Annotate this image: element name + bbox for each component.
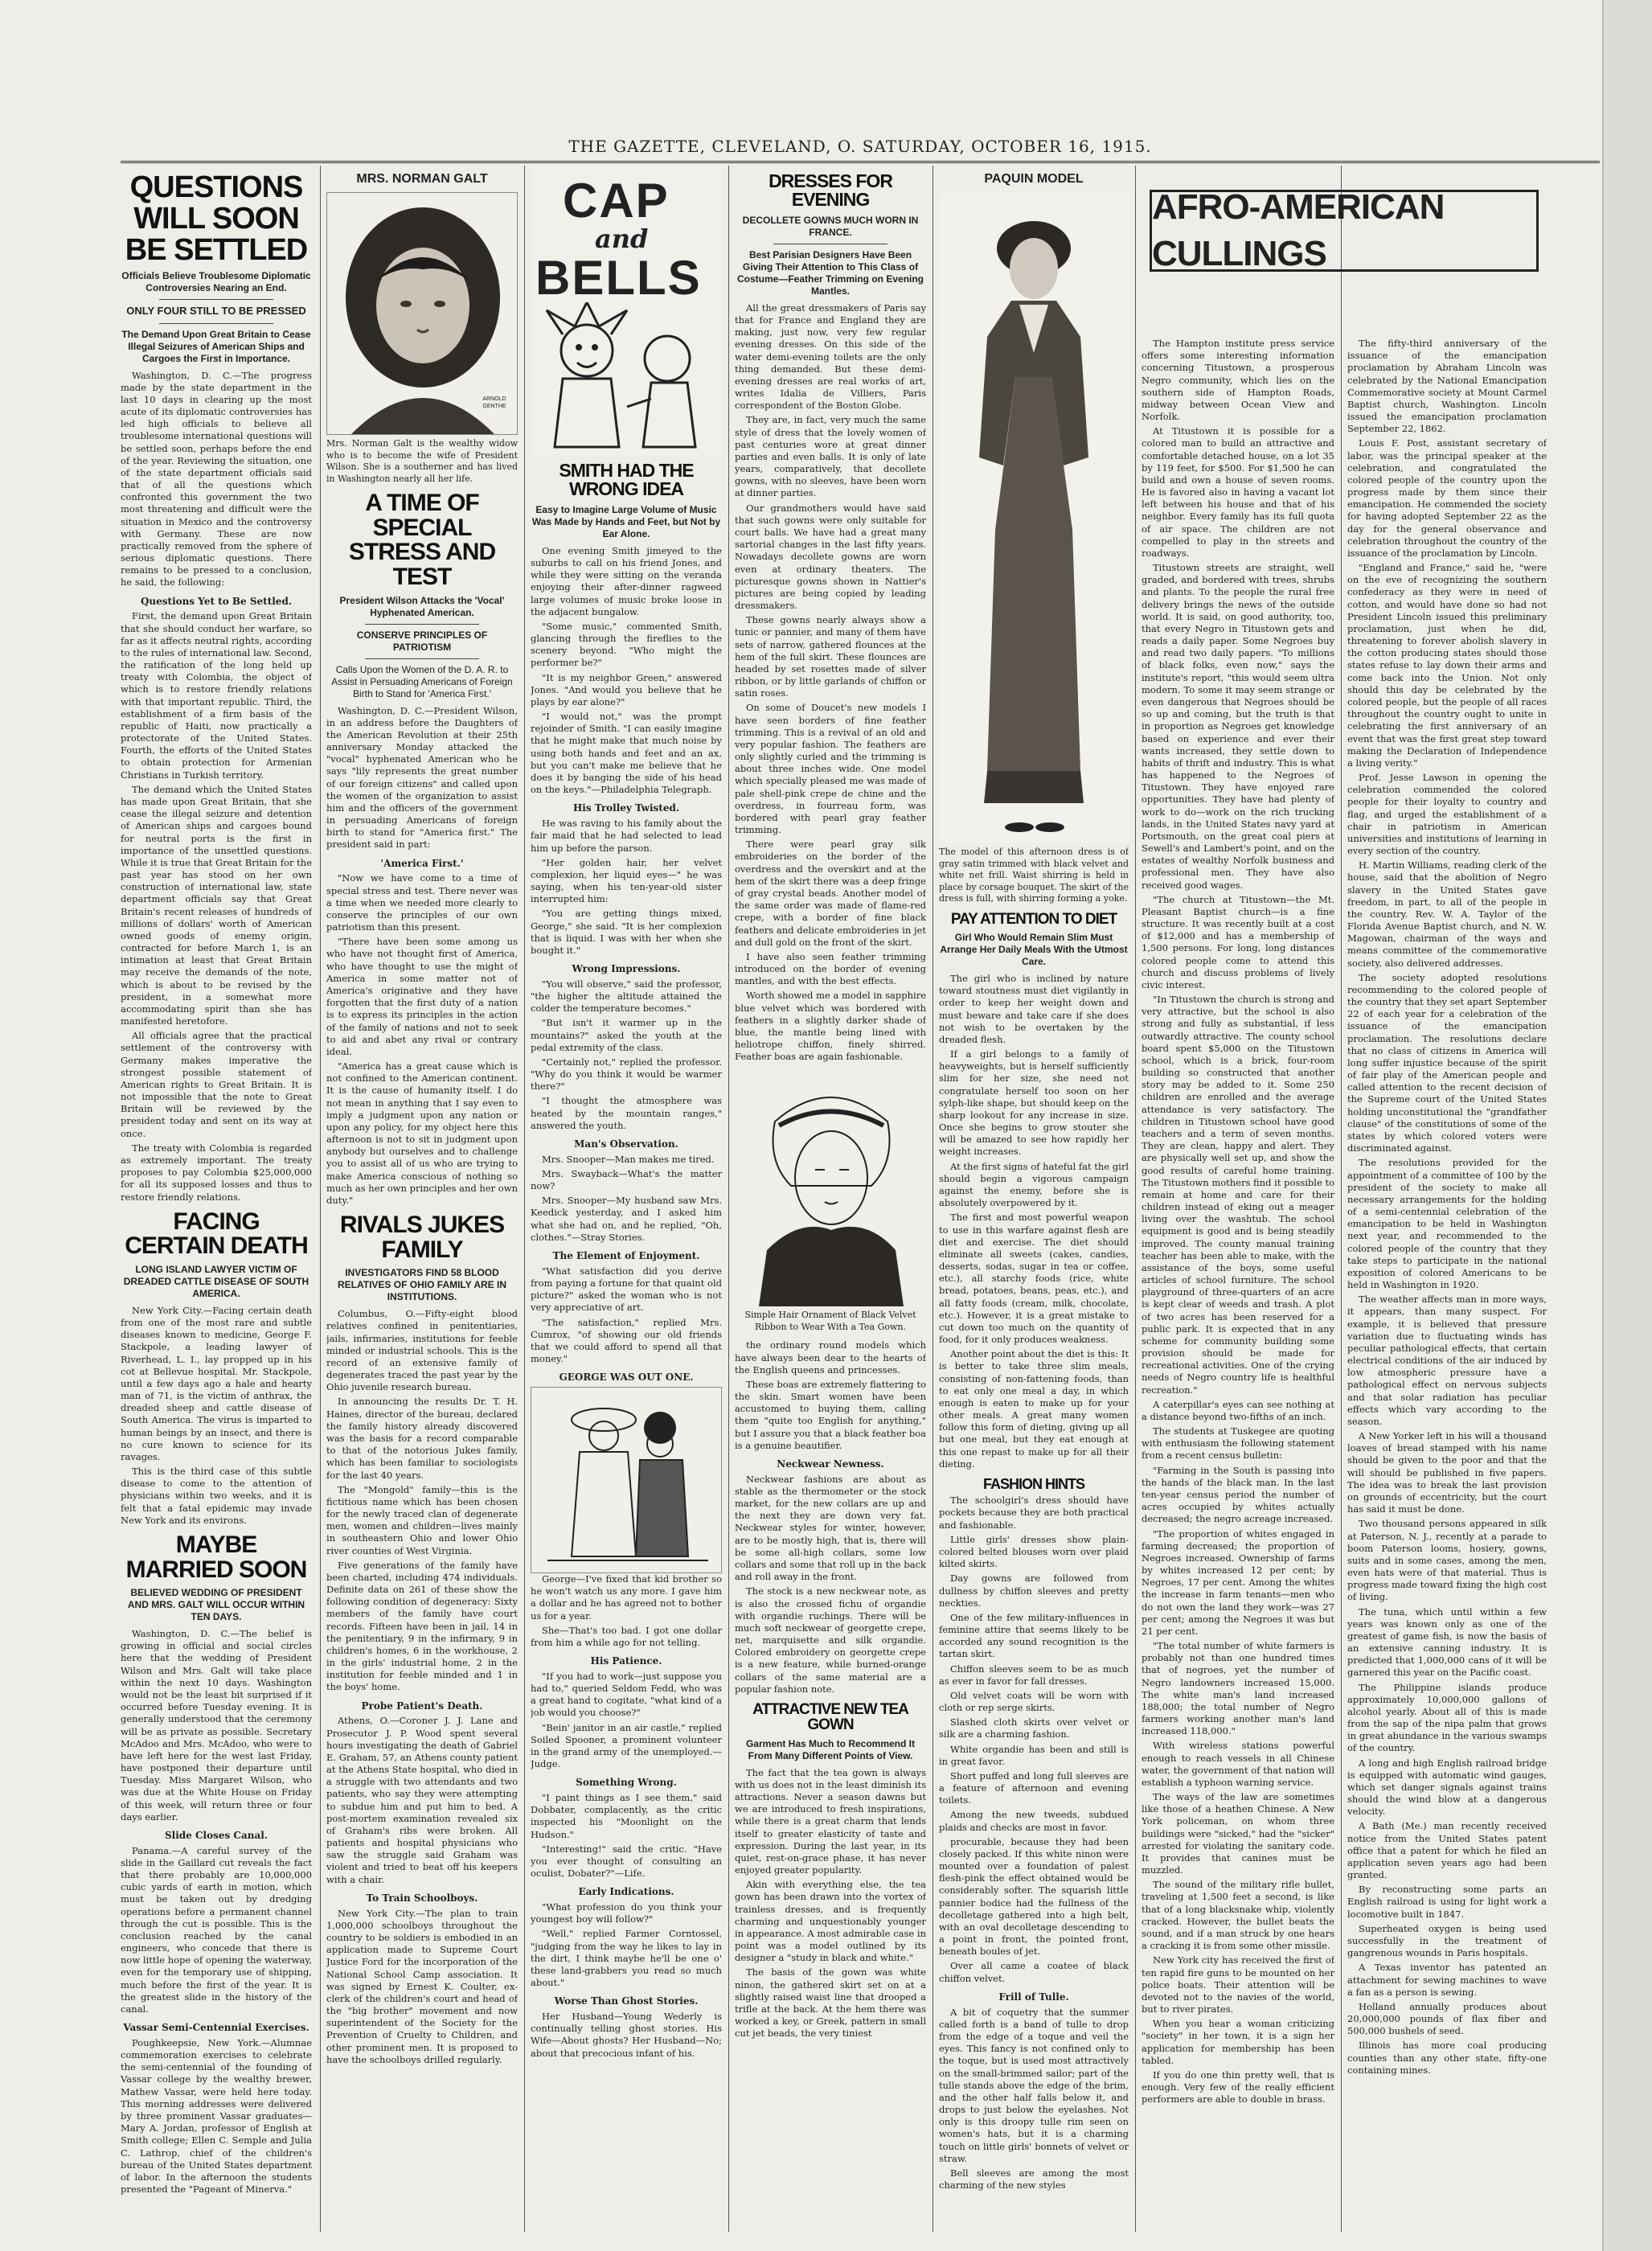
article-paragraph: Mrs. Snooper—My husband saw Mrs. Keedick yesterday, and I asked him what she had on, and he replied, "Oh, clothes."—Stray Stories. — [531, 1195, 722, 1243]
column-7 — [1347, 338, 1547, 2232]
article-paragraph: The schoolgirl's dress should have pockets because they are both practical and fashionable. — [939, 1495, 1129, 1531]
column-1 — [121, 166, 312, 2232]
article-paragraph: New York city has received the first of ten rapid fire guns to be mounted on her police boats. Their attention will be devoted not to the navies of the world, but to river pirates. — [1142, 1954, 1334, 2015]
article-paragraph: The stock is a new neckwear note, as is also the crossed fichu of organdie with organdie ruchings. There will be much soft neckwear of georgette crepe, net, marquisette and silk organdie. Colored embroidery on georgette crepe is a new feature, while burned-orange collars of the same material are a popular fashion note. — [735, 1585, 926, 1695]
article-paragraph: A Texas inventor has patented an attachment for sewing machines to wave a fan as a person is sewing. — [1347, 1962, 1547, 1998]
article-paragraph: The "Mongold" family—this is the fictitious name which has been chosen for the newly traced clan of degenerate men, women and children—lives mainly in southeastern Ohio and lower Ohio river counties of West Virginia. — [326, 1483, 518, 1556]
article-paragraph: Short puffed and long full sleeves are a feature of afternoon and evening toilets. — [939, 1769, 1129, 1806]
article-paragraph: Old velvet coats will be worn with cloth or rep serge skirts. — [939, 1689, 1129, 1714]
article-paragraph: Mrs. Swayback—What's the matter now? — [531, 1167, 722, 1192]
article-paragraph: Washington, D. C.—The progress made by the state department in the last 10 days in clearing up the most acute of its diplomatic controversies has led high officials to believe all troublesome international questions will be settled soon, perhaps before the end of the year. Reviewing the situation, one of the state department officials said that of all the questions which confronted this government the two most threatening and difficult were the situation in Mexico and the controversy with Germany. These are now practically removed from the sphere of serious diplomatic questions. There remains to be pressed to a conclusion, he said, the following: — [121, 369, 312, 588]
subhead: His Patience. — [590, 1655, 662, 1667]
deck: Easy to Imagine Large Volume of Music Was Made by Hands and Feet, but Not by Ear Alone. — [531, 503, 721, 539]
article-paragraph: These gowns nearly always show a tunic or pannier, and many of them have sets of narrow, gathered flounces at the hem of the full skirt. These flounces are headed by set rosettes made of silver ribbon, or by little garlands of chiffon or satin roses. — [735, 614, 926, 699]
article-paragraph: By reconstructing some parts an English railroad is using for light work a locomotive built in 1847. — [1347, 1884, 1547, 1920]
subhead: Man's Observation. — [574, 1138, 678, 1150]
subhead: His Trolley Twisted. — [572, 802, 680, 814]
article-paragraph: The weather affects man in more ways, it appears, than many suspect. For example, it is believed that pressure variation due to fluctuating winds has peculiar pathological effects, that certain electrical conditions of the air induced by low atmospheric pressure have a pathological effect on nervous subjects and that solar radiation has peculiar effects which vary according to the season. — [1347, 1294, 1547, 1427]
column-rule — [1341, 166, 1342, 2232]
banner-word: and — [595, 223, 649, 254]
deck-rule — [159, 323, 274, 324]
article-paragraph: "Interesting!" said the critic. "Have you ever thought of consulting an oculist, Dobater?"—Life. — [531, 1843, 722, 1880]
article-paragraph: First, the demand upon Great Britain that she should conduct her warfare, so far as it affects neutral rights, according to the rules of international law. Second, the ratification of the long held up treaty with Colombia, the object of which is to restore friendly relations with that important republic. Third, the establishment of a firm basis of the republic of Haiti, now practically a protectorate of the United States. Fourth, the efforts of the United States to obtain protection for Armenian Christians in Turkish territory. — [121, 610, 312, 781]
article-paragraph: The resolutions provided for the appointment of a committee of 100 by the president of the society to make all necessary arrangements for the holding of a semi-centennial celebration of the emancipation to be held in Washington next year, and recommended to the colored people of the country that they take steps to participate in the national exposition of colored Americans to be held in Washington in 1920. — [1347, 1157, 1547, 1291]
masthead: THE GAZETTE, CLEVELAND, O. SATURDAY, OCTOBER 16, 1915. — [568, 137, 1152, 156]
deck-rule — [365, 624, 480, 625]
column-6 — [1142, 338, 1334, 2232]
article-paragraph: The society adopted resolutions recommending to the colored people of the country that they set apart September 22 of each year for a celebration of the issuance of the emancipation proclamation. The resolutions declare that no class of citizens in America will long suffer injustice because of the spirit of fair play of the American people and called attention to the recent decision of the Supreme court of the United States holding unconstitutional the "grandfather clause" of the constitutions of some of the states by which colored voters were discriminated against. — [1347, 971, 1547, 1154]
article-paragraph: The fifty-third anniversary of the issuance of the emancipation proclamation by Abraham Lincoln was celebrated by the National Emancipation Commemorative society at Mount Carmel Baptist church, Washington. Lincoln issued the emancipation proclamation September 22, 1862. — [1347, 338, 1547, 435]
headline-smith: SMITH HAD THE WRONG IDEA — [559, 460, 694, 500]
article-paragraph: A caterpillar's eyes can see nothing at a distance beyond two-fifths of an inch. — [1142, 1398, 1334, 1422]
article-paragraph: The demand which the United States has made upon Great Britain, that she cease the illegal seizure and detention of American ships and cargoes bound for neutral ports is the first in importance of the unsettled questions. While it is true that Great Britain for the past year has stood on her own construction of international law, state department officials say that Great Britain's recent releases of hundreds of millions of dollars' worth of American owned goods of enemy origin, contracted for before March 1, is an intimation at least that Great Britain may receive the demands of the note, which is about to be revised by the president, in a somewhat more accommodating spirit than she has manifested heretofore. — [121, 783, 312, 1027]
article-paragraph: The girl who is inclined by nature toward stoutness must diet vigilantly in order to keep her weight down and must beware and take care if she does not wish to be overtaken by the dreaded flesh. — [939, 973, 1129, 1045]
article-paragraph: "Farming in the South is passing into the hands of the black man. In the last ten-year census period the number of acres occupied by whites actually decreased; the negro acreage increased. — [1142, 1464, 1334, 1525]
hair-ornament-illustration — [735, 1065, 926, 1306]
deck: DECOLLETE GOWNS MUCH WORN IN FRANCE. — [742, 214, 919, 238]
subhead: Vassar Semi-Centennial Exercises. — [123, 2022, 309, 2034]
article-paragraph: Worth showed me a model in sapphire blue velvet which was bordered with feathers in a slightly darker shade of blue, the mantle being lined with heliotrope chiffon, finely shirred. Feather boas are again fashionable. — [735, 990, 926, 1063]
article-paragraph: The sound of the military rifle bullet, traveling at 1,500 feet a second, is like that of a long blacksnake whip, violently cracked. However, the bullet beats the sound, and if a man struck by one hears a cracking it is from some other missile. — [1142, 1879, 1334, 1952]
deck-rule — [159, 299, 274, 300]
article-paragraph: "America has a great cause which is not confined to the American continent. It is the cause of humanity itself. I do not mean in anything that I say even to imply a judgment upon any nation or upon any policy, for my object here this afternoon is not to sit in judgment upon anybody but ourselves and to challenge you to assist all of us who are trying to make America conscious of nothing so much as her own principles and her own duty." — [326, 1060, 518, 1206]
article-paragraph: I have also seen feather trimming introduced on the border of evening mantles, and with the best effects. — [735, 950, 926, 987]
subhead: To Train Schoolboys. — [366, 1892, 478, 1904]
scan-margin — [1602, 0, 1652, 2251]
subhead: Probe Patient's Death. — [361, 1700, 483, 1712]
subhead: Wrong Impressions. — [572, 963, 681, 975]
article-paragraph: The basis of the gown was white ninon, the gathered skirt set on at a slightly raised waist line that drooped a trifle at the back. At the hem there was worked a key, or Greek, pattern in small cut jet beads, the very tiniest — [735, 1966, 926, 2040]
masthead-rule — [121, 161, 1600, 163]
article-paragraph: The ways of the law are sometimes like those of a heathen Chinese. A New York policeman, on whom three buildings were "sicked," had the "sicker" arrested for violating the sanitary code. It provides that canines must be muzzled. — [1142, 1791, 1334, 1876]
cartoon-illustration — [531, 1387, 722, 1573]
headline-questions: QUESTIONS WILL SOON BE SETTLED — [125, 170, 308, 267]
article-paragraph: Superheated oxygen is being used successfully in the treatment of gangrenous wounds in Paris hospitals. — [1347, 1922, 1547, 1959]
article-paragraph: "England and France," said he, "were on the eve of recognizing the southern confederacy as they were in need of cotton, and would have done so had not President Lincoln issued this preliminary proclamation, just when he did, threatening to forever abolish slavery in the cotton producing states should those states refuse to lay down their arms and come back into the Union. Not only should this day be celebrated by the colored people, but the people of all races throughout the country ought to unite in celebrating the first anniversary of an event that was the first great step toward making the Declaration of Independence a living verity." — [1347, 562, 1547, 769]
article-paragraph: "You are getting things mixed, George," she said. "It is her complexion that is liquid. I was with her when she bought it." — [531, 908, 722, 956]
illustration-caption: Simple Hair Ornament of Black Velvet Ribbon to Wear With a Tea Gown. — [744, 1310, 916, 1332]
article-paragraph: New York City.—The plan to train 1,000,000 schoolboys throughout the country to be soldiers is embodied in an application made to Supreme Court Justice Ford for the incorporation of the National School Camp association. It was signed by Ernest K. Coulter, ex-clerk of the children's court and head of the "big brother" movement and now superintendent of the Society for the Prevention of Cruelty to Children, and other prominent men. It is proposed to have the schoolboys drilled regularly. — [326, 1907, 518, 2065]
article-paragraph: A New Yorker left in his will a thousand loaves of bread stamped with his name should be given to the poor and that the will should be published in five papers. The idea was to break the last provision on grounds of eccentricity, but the court has said it must be done. — [1347, 1430, 1547, 1515]
deck: Garment Has Much to Recommend It From Many Different Points of View. — [745, 1737, 916, 1761]
subhead: Slide Closes Canal. — [165, 1829, 268, 1841]
subhead: Questions Yet to Be Settled. — [140, 595, 293, 607]
article-paragraph: Another point about the diet is this: It is better to take three slim meals, consisting of non-fattening foods, than to eat only one meal a day, in which enough is eaten to make up for your other meals. A great many women follow this form of dieting, giving up all but one meal, but they eat enough at this one repast to make up for all their dieting. — [939, 1348, 1129, 1470]
article-paragraph: "I thought the atmosphere was heated by the mountain ranges," answered the youth. — [531, 1095, 722, 1131]
article-paragraph: The treaty with Colombia is regarded as extremely important. The treaty proposes to pay Colombia $25,000,000 for all its supposed losses and thus to restore friendly relations. — [121, 1142, 312, 1203]
article-paragraph: A Bath (Me.) man recently received notice from the United States patent office that a patent for which he filed an application seven years ago had been granted. — [1347, 1820, 1547, 1881]
article-paragraph: All officials agree that the practical settlement of the controversy with Germany makes imperative the strongest possible statement of American rights to Great Britain. It is not impossible that the note to Great Britain will be reviewed by the president today and sent on its way at once. — [121, 1030, 312, 1139]
article-paragraph: "Bein' janitor in an air castle," replied Soiled Spooner, a prominent volunteer in the grand army of the unemployed.—Judge. — [531, 1721, 722, 1770]
subhead: Early Indications. — [578, 1886, 674, 1898]
article-paragraph: Poughkeepsie, New York.—Alumnae commemoration exercises to celebrate the semi-centennial of the founding of Vassar college by the wealthy brewer, Mathew Vassar, were held here today. This morning addresses were delivered by three prominent Vassar graduates—Mary A. Jordan, professor of English at Smith college; Ellen C. Semple and Julia C. Lathrop, chief of the children's bureau of the United States department of labor. In the afternoon the students presented the "Pageant of Minerva." — [121, 2036, 312, 2196]
photo-caption: The model of this afternoon dress is of gray satin trimmed with black velvet and white net frill. Waist shirring is held in place by corsage bouquet. The skirt of the dress is full, with shirring forming a yoke. — [939, 847, 1129, 904]
headline-tea-gown: ATTRACTIVE NEW TEA GOWN — [752, 1700, 908, 1734]
deck: INVESTIGATORS FIND 58 BLOOD RELATIVES OF OHIO FAMILY ARE IN INSTITUTIONS. — [337, 1267, 507, 1303]
article-paragraph: Holland annually produces about 20,000,000 pounds of flax fiber and 500,000 bushels of seed. — [1347, 2000, 1547, 2037]
article-paragraph: One of the few military-influences in feminine attire that seems likely to be accorded any sound recognition is the tartan skirt. — [939, 1611, 1129, 1660]
article-paragraph: She—That's too bad. I got one dollar from him a while ago for not telling. — [531, 1624, 722, 1648]
portrait-photo — [326, 192, 518, 435]
article-paragraph: "I paint things as I see them," said Dobbater, complacently, as the critic inspected his "Moonlight on the Hudson." — [531, 1792, 722, 1840]
deck: The Demand Upon Great Britain to Cease Illegal Seizures of American Ships and Cargoes the First in Importance. — [121, 328, 311, 364]
headline-fashion-hints: FASHION HINTS — [982, 1475, 1084, 1492]
article-paragraph: Two thousand persons appeared in silk at Paterson, N. J., recently at a parade to boom Paterson looms, hosiery, gowns, suits and in some cases, among the men, even hats were of that material. Thus is progress made toward fixing the high cost of living. — [1347, 1518, 1547, 1603]
article-paragraph: At the first signs of hateful fat the girl should begin a vigorous campaign against the enemy, before she is absolutely overpowered by it. — [939, 1160, 1129, 1209]
column-rule — [1135, 166, 1136, 2232]
subhead: The Element of Enjoyment. — [552, 1249, 700, 1261]
headline-married: MAYBE MARRIED SOON — [125, 1531, 307, 1583]
headline-jukes: RIVALS JUKES FAMILY — [339, 1212, 505, 1263]
article-paragraph: Over all came a coatee of black chiffon velvet. — [939, 1960, 1129, 1984]
column-4 — [735, 166, 926, 2232]
headline-dresses: DRESSES FOR EVENING — [769, 170, 892, 211]
article-paragraph: Washington, D. C.—The belief is growing in official and social circles here that the wedding of President Wilson and Mrs. Galt will take place within the next 10 days. Washington would not be the least bit surprised if it occurred before Tuesday evening. It is generally understood that the ceremony will be as private as possible. Secretary McAdoo and Mrs. McAdoo, who were to have left here for the west last Friday, have postponed their departure until Tuesday. Miss Margaret Wilson, who was due at the White House on Friday of this week, will return three or four days earlier. — [121, 1628, 312, 1823]
subhead: 'America First.' — [380, 857, 464, 869]
article-paragraph: "I would not," was the prompt rejoinder of Smith. "I can easily imagine that he might make that much noise by using both hands and feet and an ax, but you can't make me believe that he does it by banging the side of his head on the keys."—Philadelphia Telegraph. — [531, 711, 722, 796]
woman-portrait-sketch — [735, 1065, 926, 1306]
article-paragraph: If a girl belongs to a family of heavyweights, but is herself sufficiently slim for her size, she need not congratulate herself too soon on her sylph-like shape, but should keep on the sharp lookout for any increase in size. Once she begins to grow stouter she will be amazed to see how rapidly her weight increases. — [939, 1048, 1129, 1158]
headline-facing-death: FACING CERTAIN DEATH — [125, 1208, 308, 1260]
article-paragraph: On some of Doucet's new models I have seen borders of fine feather trimming. This is a revival of an old and very popular fashion. The feathers are only slightly curled and the trimming is about three inches wide. One model which specially pleased me was made of pale shell-pink crepe de chine and the overdress, in fourreau form, was bordered with pearl gray feather trimming. — [735, 702, 926, 836]
banner-word: CAP — [563, 174, 670, 228]
deck: CONSERVE PRINCIPLES OF PATRIOTISM — [356, 629, 488, 653]
photo-caption: Mrs. Norman Galt is the wealthy widow who is to become the wife of President Wilson. She is a southerner and has lived in Washington nearly all her life. — [326, 438, 518, 484]
subhead: Neckwear Newness. — [777, 1458, 884, 1470]
column-rule — [524, 166, 525, 2232]
couple-cartoon — [531, 1388, 722, 1572]
article-paragraph: When you hear a woman criticizing "society" in her town, it is a sign her application for membership has been tabled. — [1142, 2018, 1334, 2066]
article-paragraph: "Certainly not," replied the professor. "Why do you think it would be warmer there?" — [531, 1056, 722, 1093]
article-paragraph: All the great dressmakers of Paris say that for France and England they are making, just now, very few regular evening dresses. On this side of the water demi-evening toilets are the only thing demanded. But these demi-evening dresses are real works of art, writes Idalia de Villiers, Paris correspondent of the Boston Globe. — [735, 301, 926, 412]
article-paragraph: Bell sleeves are among the most charming of the new styles — [939, 2167, 1129, 2192]
article-paragraph: "Her golden hair, her velvet complexion, her liquid eyes—" he was saying, when his ten-year-old sister interrupted him: — [531, 856, 722, 905]
article-paragraph: The tuna, which until within a few years was known only as one of the greatest of game fish, is now the basis of an extensive canning industry. It is predicted that 1,000,000 cans of it will be garnered this year on the Pacific coast. — [1347, 1605, 1547, 1679]
article-paragraph: Chiffon sleeves seem to be as much as ever in favor for fall dresses. — [939, 1663, 1129, 1687]
article-paragraph: Slashed cloth skirts over velvet or silk are a charming fashion. — [939, 1716, 1129, 1741]
article-paragraph: The first and most powerful weapon to use in this warfare against flesh are diet and exercise. The diet should eliminate all sweets (cakes, candies, desserts, sodas, sugar in tea or coffee, etc.), all starchy foods (rice, white bread, potatoes, beans, peas, etc.), and all fatty foods (cream, milk, chocolate, etc.). However, it is a great mistake to cut down too much on the quantity of food, for it only produces weakness. — [939, 1212, 1129, 1346]
article-paragraph: Louis F. Post, assistant secretary of labor, was the principal speaker at the celebration, and congratulated the colored people of the country upon the progress made by them since their emancipation. He commended the society for having adopted September 22 as the day for the general observance and celebration throughout the country of the issuance of the proclamation by Lincoln. — [1347, 437, 1547, 559]
photo-credit: ARNOLD GENTHE — [482, 396, 506, 409]
article-paragraph: Washington, D. C.—President Wilson, in an address before the Daughters of the American Revolution at their 25th anniversary Monday attacked the "vocal" hyphenated American who he says "lily represents the great number of our foreign citizens" and called upon the women of the organization to assist him and the officers of the government in persuading Americans of foreign birth to stand for "America first." The president said in part: — [326, 704, 518, 851]
column-rule — [320, 166, 321, 2232]
paquin-model-photo — [939, 192, 1129, 843]
article-paragraph: Her Husband—Young Wederly is continually telling ghost stories. His Wife—About ghosts? Her Husband—No; about that precocious infant of his. — [531, 2011, 722, 2059]
article-paragraph: Prof. Jesse Lawson in opening the celebration commended the colored people for their loyalty to country and flag, and urged the establishment of a chair in patriotism in American universities and institutions of learning in every section of the country. — [1347, 772, 1547, 857]
article-paragraph: At Titustown it is possible for a colored man to build an attractive and comfortable detached house, on a lot 35 by 119 feet, for $500. For $1,500 he can build and own a house of seven rooms. He is favored also in having a vacant lot left between his house and that of his neighbor. Every family has its full quota of air space. The children are not compelled to play in the streets and roadways. — [1142, 425, 1334, 559]
article-paragraph: In announcing the results Dr. T. H. Haines, director of the bureau, declared the family history already discovered was the basis for a record comparable to that of the notorious Jukes family, which has been familiar to sociologists for the last 40 years. — [326, 1396, 518, 1481]
column-5 — [939, 166, 1129, 2232]
article-paragraph: Neckwear fashions are about as stable as the thermometer or the stock market, for the new collars are up and the next they are down very fat. Neckwear styles for winter, however, are to be mostly high, that is, there will be some all-high collars, some low collars and some that roll up in the back and roll away in the front. — [735, 1473, 926, 1583]
article-paragraph: Panama.—A careful survey of the slide in the Gaillard cut reveals the fact that there probably are 10,000,000 cubic yards of earth in motion, which must be taken out by dredging operations before a permanent channel through the cut is possible. This is the conclusion reached by the canal engineers, who concede that there is now little hope of opening the waterway, even for the temporary use of shipping, much before the first of the year. It is the greatest slide in the history of the canal. — [121, 1844, 312, 2015]
deck: Calls Upon the Women of the D. A. R. to Assist in Persuading Americans of Foreign Birth to Stand for 'America First.' — [331, 663, 513, 699]
article-paragraph: "The satisfaction," replied Mrs. Cumrox, "of showing our old friends that we could afford to spend all that money." — [531, 1316, 722, 1365]
subhead: Something Wrong. — [576, 1777, 677, 1789]
deck-rule — [365, 658, 480, 659]
standing-woman-illustration — [939, 192, 1129, 843]
article-paragraph: "Now we have come to a time of special stress and test. There never was a time when we needed more clearly to conserve the principles of our own patriotism than this present. — [326, 872, 518, 933]
headline-diet: PAY ATTENTION TO DIET — [950, 910, 1117, 928]
banner-word: BELLS — [535, 251, 702, 305]
jester-illustration — [531, 302, 722, 451]
article-paragraph: Mrs. Snooper—Man makes me tired. — [542, 1153, 715, 1165]
article-paragraph: One evening Smith jimeyed to the suburbs to call on his friend Jones, and while they were sitting on the veranda enjoying their after-dinner ragweed large volumes of music broke loose in the adjacent bungalow. — [531, 544, 722, 617]
article-paragraph: If you do one thin pretty well, that is enough. Very few of the really efficient performers are able to double in brass. — [1142, 2069, 1334, 2105]
article-paragraph: the ordinary round models which have always been dear to the hearts of the English queens and princesses. — [735, 1339, 926, 1376]
column-3 — [531, 166, 722, 2232]
article-paragraph: This is the third case of this subtle disease to come to the attention of physicians within two weeks, and it is felt that a fatal epidemic may invade New York and its environs. — [121, 1466, 312, 1526]
article-paragraph: The fact that the tea gown is always with us does not in the least diminish its attractions. Never a season dawns but we are introduced to fresh inspirations, while there is a great charm that lends itself to greater elasticity of taste and expression. During the last year, in its quiet, rest-on-grace phase, it has never enjoyed greater popularity. — [735, 1766, 926, 1876]
article-paragraph: "Well," replied Farmer Corntossel, "judging from the way he likes to lay in the dirt, I think maybe he'll be one o' these land-grabbers you read so much about." — [531, 1928, 722, 1989]
deck: President Wilson Attacks the 'Vocal' Hyphenated American. — [339, 594, 505, 618]
article-paragraph: A long and high English railroad bridge is equipped with automatic wind gauges, which set danger signals against trains should the wind blow at a dangerous velocity. — [1347, 1757, 1547, 1818]
cap-and-bells-banner — [531, 166, 722, 455]
article-paragraph: White organdie has been and still is in great favor. — [939, 1743, 1129, 1767]
subhead: Frill of Tulle. — [998, 1991, 1069, 2003]
article-paragraph: "What satisfaction did you derive from paying a fortune for that quaint old picture?" asked the woman who is not very appreciative of art. — [531, 1265, 722, 1314]
article-paragraph: "But isn't it warmer up in the mountains?" asked the youth at the pedal extremity of the class. — [531, 1017, 722, 1053]
article-paragraph: Illinois has more coal producing counties than any other state, fifty-one containing mines. — [1347, 2040, 1547, 2076]
afro-american-banner-area — [1142, 166, 1547, 359]
article-paragraph: George—I've fixed that kid brother so he won't watch us any more. I gave him a dollar and he has agreed not to bother us for a year. — [531, 1573, 722, 1622]
article-paragraph: Columbus, O.—Fifty-eight blood relatives confined in penitentiaries, jails, infirmaries, institutions for feeble minded or industrial schools. This is the record of an extensive family of degenerates traced the past year by the Ohio juvenile research bureau. — [326, 1308, 518, 1393]
article-paragraph: "You will observe," said the professor, "the higher the altitude attained the colder the temperature becomes." — [531, 978, 722, 1015]
article-paragraph: These boas are extremely flattering to the skin. Smart women have been accustomed to buying them, calling them "quite too English for anything," but I assure you that a black feather boa is a genuine beautifier. — [735, 1378, 926, 1451]
column-rule — [728, 166, 729, 2232]
article-paragraph: Among the new tweeds, subdued plaids and checks are most in favor. — [939, 1809, 1129, 1833]
article-paragraph: procurable, because they had been closely packed. If this white ninon were mounted over a foundation of palest flesh-pink the effect obtained would be considerably softer. The squarish little pannier bodice had the fullness of the decolletage gathered into a high belt, with an oval decolletage descending to a point in front, the pointed front, beneath boules of jet. — [939, 1835, 1129, 1958]
article-paragraph: Day gowns are followed from dullness by chiffon sleeves and pretty neckties. — [939, 1572, 1129, 1609]
deck: BELIEVED WEDDING OF PRESIDENT AND MRS. GALT WILL OCCUR WITHIN TEN DAYS. — [127, 1587, 305, 1623]
article-paragraph: "There have been some among us who have not thought first of America, who have thought to use the might of America in some matter not of America's originative and they have forgotten that the first duty of a nation is to express its principles in the action of the family of nations and not to seek to aid and abet any rival or contrary ideal. — [326, 936, 518, 1057]
deck: Officials Believe Troublesome Diplomatic Controversies Nearing an End. — [121, 270, 311, 294]
article-paragraph: Titustown streets are straight, well graded, and bordered with trees, shrubs and plants. To the people the rural free delivery brings the news of the outside world. It is said, on good authority, too, that every Negro in Titustown gets and reads a daily paper. Some Negroes buy and read two daily papers. "To millions of black folks, even now," says the institute's report, "this would seem ultra modern. To some it may seem strange or even dangerous that Negroes should be so up and coming, but the truth is that in proportion as Negroes get knowledge based on experience and ever their wants increased, they settle down to habits of thrift and industry. This is what has happened to the Negroes of Titustown. They have enjoyed rare opportunities. They have had plenty of work to do—work on the rich trucking lands, in the United States navy yard at Portsmouth, on the great coal piers at Sewell's and Lambert's point, and on the estates of wealthy Norfolk business and professional men. They have also received good wages. — [1142, 562, 1334, 891]
article-paragraph: Athens, O.—Coroner J. J. Lane and Prosecutor J. P. Wood spent several hours investigating the death of Gabriel E. Graham, 57, an Athens county patient at the Athens State hospital, who died in a struggle with two attendants and two patients, who say they were attempting to subdue him and put him to bed. A post-mortem examination revealed six of Graham's ribs were broken. All patients and hospital physicians who saw the struggle said Graham was violent and tried to beat off his keepers with a chair. — [326, 1715, 518, 1885]
deck: ONLY FOUR STILL TO BE PRESSED — [126, 305, 306, 318]
article-paragraph: "What profession do you think your youngest boy will follow?" — [531, 1901, 722, 1925]
article-paragraph: Five generations of the family have been charted, including 474 individuals. Definite data on 261 of these show the following condition of degeneracy: Sixty members of the family have court records. Fifteen have been in jail, 14 in the penitentiary, 9 in the infirmary, 9 in children's homes, 6 in the workhouse, 2 in the girls' industrial home, 2 in the institution for feeble minded and 1 in the boys' home. — [326, 1559, 518, 1693]
article-paragraph: "The total number of white farmers is probably not than one hundred times that of negroes, yet the number of Negro landowners increased 15,000. The white man's land increased 188,000; the total number of Negro farmers working another man's land increased 118,000." — [1142, 1640, 1334, 1737]
article-paragraph: Our grandmothers would have said that such gowns were only suitable for court balls. We have had a great many sartorial changes in the last fifty years. Nowadays decollete gowns are worn even at ordinary theaters. The picturesque gowns shown in Nattier's pictures are being copied by leading dressmakers. — [735, 502, 926, 612]
article-paragraph: They are, in fact, very much the same style of dress that the lovely women of past centuries wore at great dinner parties and even balls. It is only of late years, comparatively, that decollete gowns, with no sleeves, have been worn at dinner parties. — [735, 414, 926, 499]
article-paragraph: A bit of coquetry that the summer called forth is a band of tulle to drop from the edge of a toque and veil the eyes. This fancy is not confined only to the toque, but is used most attractively on the small-brimmed sailor; part of the tulle stands above the edge of the brim, and the other half falls below it, and drops to just below the eyelashes. Not only is this droopy tulle rim seen on women's hats, but it is a charming touch on little girls' bonnets of velvet or straw. — [939, 2006, 1129, 2164]
article-paragraph: The Philippine islands produce approximately 10,000,000 gallons of alcohol yearly. About all of this is made from the sap of the nipa palm that grows in great abundance in the various swamps of the country. — [1347, 1681, 1547, 1754]
article-paragraph: The Hampton institute press service offers some interesting information concerning Titustown, a prosperous Negro community, which lies on the southern side of Hampton Roads, midway between Ocean View and Norfolk. — [1142, 338, 1334, 423]
article-paragraph: "If you had to work—just suppose you had to," queried Seldom Fedd, who was a great hand to cogitate, "what kind of a job would you choose?" — [531, 1670, 722, 1719]
article-paragraph: "It is my neighbor Green," answered Jones. "And would you believe that he plays by ear alone?" — [531, 671, 722, 707]
article-paragraph: The students at Tuskegee are quoting with enthusiasm the following statement from a recent census bulletin: — [1142, 1425, 1334, 1462]
subhead: GEORGE WAS OUT ONE. — [559, 1372, 694, 1384]
headline-stress: A TIME OF SPECIAL STRESS AND TEST — [348, 490, 496, 590]
article-paragraph: Akin with everything else, the tea gown has been drawn into the vortex of trainless dresses, and is frequently charming and unquestionably younger in appearance. A most admirable case in point was a model outlined by its designer a "study in black and white." — [735, 1879, 926, 1964]
deck: LONG ISLAND LAWYER VICTIM OF DREADED CATTLE DISEASE OF SOUTH AMERICA. — [123, 1263, 309, 1299]
deck: Girl Who Would Remain Slim Must Arrange Her Daily Meals With the Utmost Care. — [940, 932, 1128, 968]
article-paragraph: New York City.—Facing certain death from one of the most rare and subtle diseases known to medicine, George F. Stackpole, a leading lawyer of Riverhead, L. I., lay propped up in his cot at Bellevue hospital. Mr. Stackpole, until a few days ago a hale and hearty man of 71, is the victim of anthrax, the dreaded sheep and cattle disease of South America. The virus is imparted to human beings by an insect, and there is no cure known to science for its ravages. — [121, 1304, 312, 1462]
article-paragraph: "In Titustown the church is strong and very attractive, but the school is also strong and fully as substantial, if less outwardly attractive. The county school board spent $5,000 on the Titustown school, which is a brick, four-room building so constructed that another story may be added to it. Some 250 children are enrolled and the average attendance is very satisfactory. The children in Titustown school have good teachers and a term of seven months. They are clean, happy and alert. They are physically well set up, and show the good results of careful home training. The Titustown mothers find it possible to remain at home and care for their children instead of eking out a meager living over the washtub. The school equipment is good and is being steadily improved. The county manual training teacher has been able to make, with the assistance of the boys, some useful articles of school furniture. The school playground of three-quarters of an acre is kept clear of weeds and trash. A plot of two acres has been reserved for a public park. It is expected that in any scheme for community building some provision should be made for recreational activities. One of the crying needs of Negro country life is healthful recreation." — [1142, 994, 1334, 1396]
article-paragraph: "Some music," commented Smith, glancing through the fireflies to the scenery beyond. "Who might the performer be?" — [531, 620, 722, 669]
article-paragraph: H. Martin Williams, reading clerk of the house, said that the abolition of Negro slavery in the United States gave freedom, in part, to all of the people in the country. Rev. W. A. Taylor of the Florida Avenue Baptist church, and N. W. Magowan, chairman of the ways and means committee of the commemorative society, also delivered addresses. — [1347, 859, 1547, 969]
article-paragraph: Little girls' dresses show plain-colored belted blouses worn over plaid kilted skirts. — [939, 1533, 1129, 1570]
subhead: Worse Than Ghost Stories. — [554, 1995, 699, 2007]
article-paragraph: "The proportion of whites engaged in farming decreased; the proportion of Negroes increased. Ownership of farms by whites increased 12 per cent; by Negroes, 17 per cent. Among the whites the increase in farm tenants—men who do not own the land they work—was 27 per cent; among the Negroes it was but 21 per cent. — [1142, 1527, 1334, 1637]
column-2 — [326, 166, 518, 2232]
section-banner: AFRO-AMERICAN CULLINGS — [1150, 190, 1539, 272]
article-paragraph: "The church at Titustown—the Mt. Pleasant Baptist church—is a fine structure. It was recently built at a cost of $12,000 and has a membership of 1,500 persons. For long, long distances colored people come to attend this church and discuss problems of lively civic interest. — [1142, 893, 1334, 990]
photo-title: MRS. NORMAN GALT — [356, 172, 488, 186]
article-paragraph: There were pearl gray silk embroideries on the border of the overdress and the overskirt and at the hem of the skirt there was a deep fringe of gray crystal beads. Another model of the same order was made of flame-red crepe, with a border of fine black feathers and delicate embroideries in jet and dull gold on the front of the skirt. — [735, 838, 926, 948]
article-paragraph: With wireless stations powerful enough to reach vessels in all Chinese water, the government of that nation will establish a typhoon warning service. — [1142, 1740, 1334, 1788]
photo-title: PAQUIN MODEL — [984, 172, 1084, 186]
article-paragraph: He was raving to his family about the fair maid that he had selected to lead him up before the parson. — [531, 818, 722, 854]
deck: Best Parisian Designers Have Been Giving Their Attention to This Class of Costume—Feather Trimming on Evening Mantles. — [736, 248, 924, 297]
